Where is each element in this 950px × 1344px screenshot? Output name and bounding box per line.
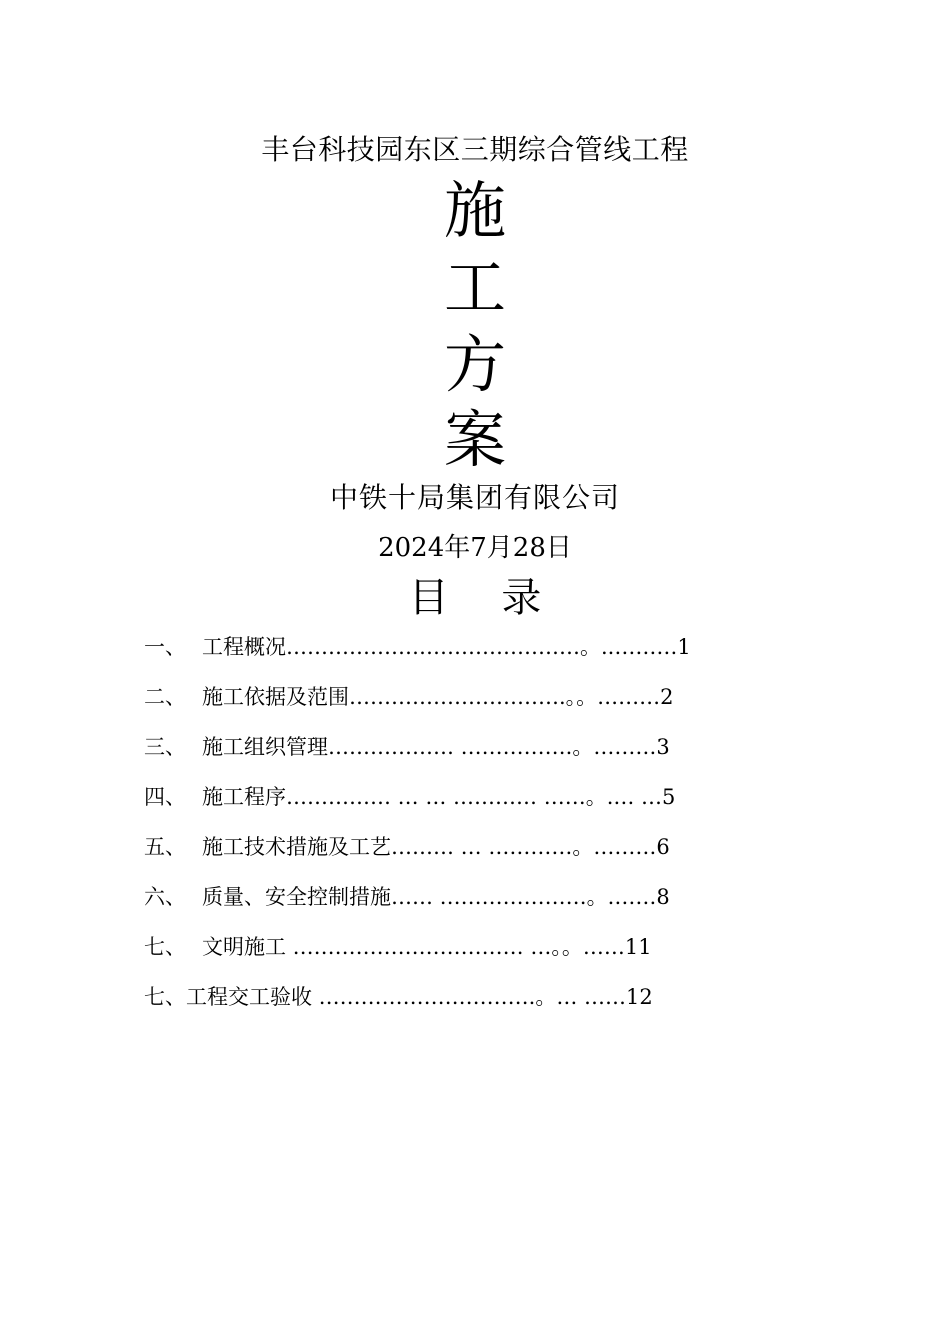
project-name: 丰台科技园东区三期综合管线工程 [261, 133, 689, 166]
toc-entry-number: 三、 [144, 735, 186, 759]
toc-entry-label: 施工程序…………… … … ………… ……。.… …5 [202, 785, 676, 809]
toc-entry-number: 四、 [144, 785, 186, 809]
toc-entry-number: 六、 [144, 885, 186, 909]
title-char-4: 案 [443, 403, 506, 476]
toc-title: 目 录 [408, 575, 562, 621]
toc-entry-4[interactable] [144, 777, 864, 827]
toc-entry-8[interactable] [144, 977, 864, 1027]
toc-entry-3[interactable] [144, 727, 864, 777]
toc-entry-1[interactable] [144, 627, 864, 677]
document-date: 2024年7月28日 [378, 533, 572, 563]
toc-entry-label: 施工依据及范围………………………….。。………2 [202, 685, 674, 709]
title-char-1: 施 [443, 174, 506, 247]
toc-entry-2[interactable] [144, 677, 864, 727]
toc-entry-label: 工程概况……………………………………。..………1 [202, 635, 691, 659]
toc-entry-number: 七、 [144, 985, 186, 1009]
toc-entry-7[interactable] [144, 927, 864, 977]
toc-entry-number: 一、 [144, 635, 186, 659]
title-char-3: 方 [443, 328, 506, 401]
company-name: 中铁十局集团有限公司 [329, 481, 620, 514]
toc-entry-label: 质量、安全控制措施…… …………………。.……8 [202, 885, 670, 909]
toc-entry-number: 七、 [144, 935, 186, 959]
title-char-2: 工 [443, 251, 506, 324]
toc-entry-label: 施工技术措施及工艺……… … …………。………6 [202, 835, 670, 859]
toc-entry-6[interactable] [144, 877, 864, 927]
toc-entry-label: 文明施工 …………………………… …。。……11 [202, 935, 652, 959]
toc-entry-5[interactable] [144, 827, 864, 877]
toc-entry-label: 施工组织管理……………… …………….。………3 [202, 735, 670, 759]
toc-entry-number: 五、 [144, 835, 186, 859]
toc-entry-number: 二、 [144, 685, 186, 709]
toc-entry-label: 工程交工验收 ………………………….。… ……12 [186, 985, 653, 1009]
table-of-contents [144, 627, 864, 1027]
